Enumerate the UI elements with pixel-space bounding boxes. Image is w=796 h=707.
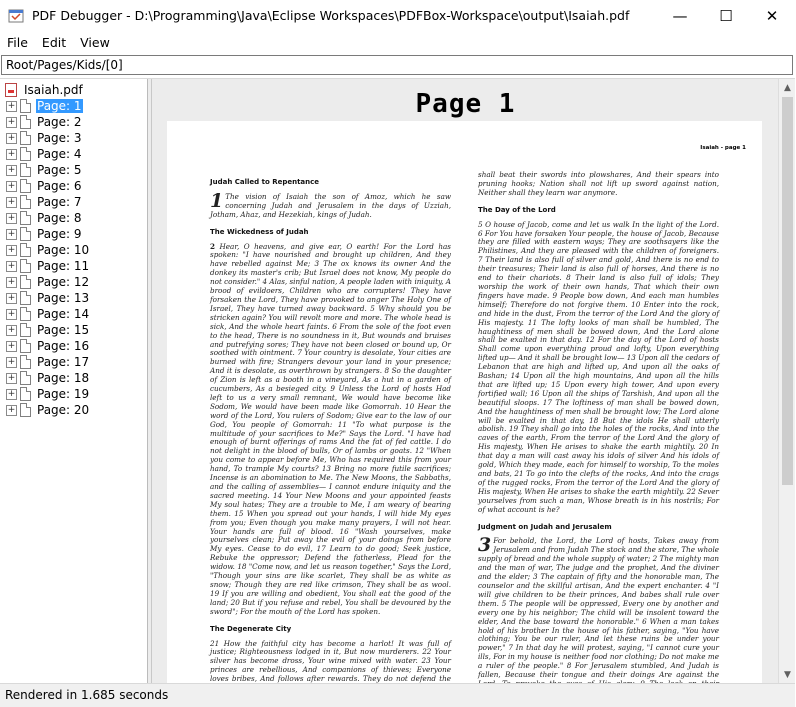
chapter-number: 1 bbox=[210, 189, 224, 212]
tree-page-label: Page: 12 bbox=[37, 275, 90, 289]
page-icon bbox=[20, 371, 31, 385]
expand-icon[interactable]: + bbox=[7, 340, 16, 351]
expand-icon[interactable]: + bbox=[7, 148, 16, 159]
tree-page-label: Page: 7 bbox=[37, 195, 82, 209]
title-bar bbox=[0, 0, 795, 31]
expand-icon[interactable]: + bbox=[7, 164, 16, 175]
maximize-button[interactable]: ☐ bbox=[719, 6, 733, 25]
page-icon bbox=[20, 179, 31, 193]
expand-icon[interactable]: + bbox=[7, 404, 16, 415]
paragraph: 5 O house of Jacob, come and let us walk In the light of the Lord. 6 For You have forsaken Your people, the house of Jacob, Because they are filled with eastern ways; They are soothsayers like the Philistines, And they are pleased with the children of foreigners. 7 Their land is also full of silver and gold, And there is no end to their treasures; Their land is also full of horses, And there is no end to their chariots. 8 Their land is also full of idols; They worship the work of their own hands, That which their own fingers have made. 9 People bow down, And each man humbles himself; Therefore do not forgive them. 10 Enter into the rock, and hide in the dust, From the terror of the Lord And the glory of His majesty. 11 The lofty looks of man shall be humbled, The haughtiness of men shall be bowed down, And the Lord alone shall be exalted in that day. 12 For the day of the Lord of hosts Shall come upon everything proud and lofty, Upon everything lifted up— And it shall be brought low— 13 Upon all the cedars of Lebanon that are high and lifted up, And upon all the oaks of Bashan; 14 Upon all the high mountains, And upon all the hills that are lifted up; 15 Upon every high tower, And upon every fortified wall; 16 Upon all the ships of Tarshish, And upon all the beautiful sloops. 17 The loftiness of man shall be bowed down, And the haughtiness of men shall be brought low; The Lord alone will be exalted in that day, 18 But the idols He shall utterly abolish. 19 They shall go into the holes of the rocks, And into the caves of the earth, From the terror of the Lord And the glory of His majesty, When He arises to shake the earth mightily. 20 In that day a man will cast away his idols of silver And his idols of gold, Which they made, each for himself to worship, To the moles and bats, 21 To go into the clefts of the rocks, And into the crags of the rugged rocks, From the terror of the Lord And the glory of His majesty, When He arises to shake the earth mightily. 22 Sever yourselves from such a man, Whose breath is in his nostrils; For of what account is he? bbox=[478, 219, 719, 514]
tree-page-label: Page: 1 bbox=[37, 99, 82, 113]
tree-page-list bbox=[0, 98, 147, 418]
tree-page-node[interactable] bbox=[0, 114, 147, 130]
tree-page-label: Page: 3 bbox=[37, 131, 82, 145]
tree-page-label: Page: 10 bbox=[37, 243, 90, 257]
expand-icon[interactable]: + bbox=[7, 180, 16, 191]
tree-root-label: Isaiah.pdf bbox=[24, 83, 83, 97]
tree-page-node[interactable] bbox=[0, 258, 147, 274]
page-icon bbox=[20, 355, 31, 369]
tree-page-node[interactable] bbox=[0, 98, 147, 114]
close-button[interactable]: ✕ bbox=[765, 6, 779, 25]
page-icon bbox=[20, 403, 31, 417]
expand-icon[interactable]: + bbox=[7, 388, 16, 399]
pdf-file-icon bbox=[5, 83, 17, 97]
section-heading: The Wickedness of Judah bbox=[210, 227, 309, 236]
java-app-icon bbox=[8, 8, 24, 24]
tree-page-node[interactable] bbox=[0, 274, 147, 290]
tree-page-node[interactable] bbox=[0, 354, 147, 370]
expand-icon[interactable]: + bbox=[7, 324, 16, 335]
window-title: PDF Debugger - D:\Programming\Java\Eclipse Workspaces\PDFBox-Workspace\output\Isaiah.pdf bbox=[32, 8, 630, 23]
page-icon bbox=[20, 323, 31, 337]
page-icon bbox=[20, 99, 31, 113]
tree-page-node[interactable] bbox=[0, 194, 147, 210]
page-icon bbox=[20, 227, 31, 241]
page-icon bbox=[20, 259, 31, 273]
page-icon bbox=[20, 211, 31, 225]
pdf-right-column bbox=[478, 171, 719, 706]
tree-page-label: Page: 6 bbox=[37, 179, 82, 193]
paragraph bbox=[210, 243, 451, 617]
section-heading: Judah Called to Repentance bbox=[210, 178, 320, 186]
tree-page-label: Page: 5 bbox=[37, 163, 82, 177]
tree-page-label: Page: 2 bbox=[37, 115, 82, 129]
expand-icon[interactable]: + bbox=[7, 228, 16, 239]
scroll-thumb[interactable] bbox=[782, 97, 793, 485]
menu-bar bbox=[0, 31, 795, 53]
tree-page-node[interactable] bbox=[0, 386, 147, 402]
tree-page-label: Page: 9 bbox=[37, 227, 82, 241]
page-viewer bbox=[151, 79, 778, 683]
path-field[interactable]: Root/Pages/Kids/[0] bbox=[1, 55, 793, 75]
verse-number: 2 bbox=[210, 241, 216, 251]
expand-icon[interactable]: + bbox=[7, 116, 16, 127]
page-icon bbox=[20, 307, 31, 321]
tree-page-label: Page: 20 bbox=[37, 403, 90, 417]
expand-icon[interactable]: + bbox=[7, 212, 16, 223]
expand-icon[interactable]: + bbox=[7, 260, 16, 271]
tree-page-label: Page: 8 bbox=[37, 211, 82, 225]
menu-edit[interactable]: Edit bbox=[41, 34, 67, 50]
scroll-up-arrow-icon[interactable]: ▲ bbox=[784, 82, 791, 93]
paragraph-text: Hear, O heavens, and give ear, O earth! For the Lord has spoken: "I have nourished and brought up children, And they have rebelled against Me; 3 The ox knows its owner And the donkey its master's crib; But Israel does not know, My people do not consider." 4 Alas, sinful nation, A people laden with iniquity, A brood of evildoers, Children who are corrupters! They have forsaken the Lord, They have provoked to anger The Holy One of Israel, They have turned away backward. 5 Why should you be stricken again? You will revolt more and more. The whole head is sick, And the whole heart faints. 6 From the sole of the foot even to the head, There is no soundness in it, But wounds and bruises and putrefying sores; They have not been closed or bound up, Or soothed with ointment. 7 Your country is desolate, Your cities are burned with fire; Strangers devour your land in your presence; And it is desolate, as overthrown by strangers. 8 So the daughter of Zion is left as a booth in a vineyard, As a hut in a garden of cucumbers, As a besieged city. 9 Unless the Lord of hosts Had left to us a very small remnant, We would have become like Sodom, We would have been made like Gomorrah. 10 Hear the word of the Lord, You rulers of Sodom; Give ear to the law of our God, You people of Gomorrah: 11 "To what purpose is the multitude of your sacrifices to Me?" Says the Lord. "I have had enough of burnt offerings of rams And the fat of fed cattle. I do not delight in the blood of bulls, Or of lambs or goats. 12 "When you come to appear before Me, Who has required this from your hand, To trample My courts? 13 Bring no more futile sacrifices; Incense is an abomination to Me. The New Moons, the Sabbaths, and the calling of assemblies— I cannot endure iniquity and the sacred meeting. 14 Your New Moons and your appointed feasts My soul hates; They are a trouble to Me, I am weary of bearing them. 15 When you spread out your hands, I will hide My eyes from you; Even though you make many prayers, I will not hear. Your hands are full of blood. 16 "Wash yourselves, make yourselves clean; Put away the evil of your doings from before My eyes. Cease to do evil, 17 Learn to do good; Seek justice, Rebuke the oppressor; Defend the fatherless, Plead for the widow. 18 "Come now, and let us reason together," Says the Lord, "Though your sins are like scarlet, They shall be as white as snow; Though they are red like crimson, They shall be as wool. 19 If you are willing and obedient, You shall eat the good of the land; 20 But if you refuse and rebel, You shall be devoured by the sword"; For the mouth of the Lord has spoken. bbox=[210, 241, 451, 616]
status-bar: Rendered in 1.685 seconds bbox=[0, 683, 795, 707]
page-icon bbox=[20, 131, 31, 145]
tree-page-node[interactable] bbox=[0, 306, 147, 322]
tree-page-node[interactable] bbox=[0, 290, 147, 306]
expand-icon[interactable]: + bbox=[7, 100, 16, 111]
section-heading: The Day of the Lord bbox=[478, 205, 556, 214]
expand-icon[interactable]: + bbox=[7, 132, 16, 143]
tree-page-label: Page: 15 bbox=[37, 323, 90, 337]
tree-page-label: Page: 18 bbox=[37, 371, 90, 385]
page-icon bbox=[20, 243, 31, 257]
pdf-left-column bbox=[210, 171, 451, 701]
paragraph: 21 How the faithful city has become a harlot! It was full of justice; Righteousness lodged in it, But now murderers. 22 Your silver has become dross, Your wine mixed with water. 23 Your princes are rebellious, And companions of thieves; Everyone loves bribes, And follows after rewards. They do not defend the bbox=[210, 638, 451, 684]
tree-page-label: Page: 17 bbox=[37, 355, 90, 369]
tree-page-node[interactable] bbox=[0, 210, 147, 226]
tree-page-node[interactable] bbox=[0, 178, 147, 194]
page-icon bbox=[20, 387, 31, 401]
tree-page-node[interactable] bbox=[0, 242, 147, 258]
page-icon bbox=[20, 275, 31, 289]
section-heading: Judgment on Judah and Jerusalem bbox=[478, 522, 612, 531]
menu-view[interactable]: View bbox=[80, 34, 110, 50]
tree-page-label: Page: 19 bbox=[37, 387, 90, 401]
scroll-down-arrow-icon[interactable]: ▼ bbox=[784, 669, 791, 680]
expand-icon[interactable]: + bbox=[7, 308, 16, 319]
page-icon bbox=[20, 291, 31, 305]
paragraph bbox=[478, 534, 719, 697]
tree-page-node[interactable] bbox=[0, 402, 147, 418]
tree-page-node[interactable] bbox=[0, 322, 147, 338]
section-heading: The Degenerate City bbox=[210, 624, 292, 633]
page-icon bbox=[20, 195, 31, 209]
tree-page-node[interactable] bbox=[0, 162, 147, 178]
paragraph-text: For behold, the Lord, the Lord of hosts, Takes away from Jerusalem and from Judah The stock and the store, The whole supply of bread and the whole supply of water; 2 The mighty man and the man of war, The judge and the prophet, And the diviner and the elder; 3 The captain of fifty and the honorable man, The counselor and the skillful artisan, And the expert enchanter. 4 "I will give children to be their princes, And babes shall rule over them. 5 The people will be oppressed, Every one by another and every one by his neighbor; The child will be insolent toward the elder, And the base toward the honorable." 6 When a man takes hold of his brother In the house of his father, saying, "You have clothing; You be our ruler, And let these ruins be under your power," 7 In that day he will protest, saying, "I cannot cure your ills, For in my house is neither food nor clothing; Do not make me a ruler of the people." 8 For Jerusalem stumbled, And Judah is fallen, Because their tongue and their doings Are against the bbox=[478, 536, 719, 680]
page-heading: Page 1 bbox=[415, 89, 516, 119]
expand-icon[interactable]: + bbox=[7, 276, 16, 287]
pdf-page-header: Isaiah - page 1 bbox=[700, 145, 746, 151]
tree-page-node[interactable] bbox=[0, 226, 147, 242]
paragraph bbox=[210, 189, 451, 220]
vertical-scrollbar[interactable] bbox=[778, 79, 795, 683]
page-icon bbox=[20, 339, 31, 353]
tree-page-label: Page: 4 bbox=[37, 147, 82, 161]
tree-page-label: Page: 16 bbox=[37, 339, 90, 353]
tree-root-node[interactable] bbox=[0, 82, 147, 98]
expand-icon[interactable]: + bbox=[7, 244, 16, 255]
document-tree[interactable] bbox=[0, 79, 148, 683]
pdf-page-render bbox=[167, 121, 762, 701]
menu-file[interactable]: File bbox=[7, 34, 28, 50]
chapter-number: 3 bbox=[478, 534, 492, 557]
page-icon bbox=[20, 147, 31, 161]
tree-page-node[interactable] bbox=[0, 370, 147, 386]
tree-page-label: Page: 14 bbox=[37, 307, 90, 321]
minimize-button[interactable]: — bbox=[672, 6, 688, 25]
expand-icon[interactable]: + bbox=[7, 196, 16, 207]
main-split-pane bbox=[0, 78, 795, 682]
tree-page-node[interactable] bbox=[0, 130, 147, 146]
paragraph: shall beat their swords into plowshares, And their spears into pruning hooks; Nation shall not lift up sword against nation, Neither shall they learn war anymore. bbox=[478, 170, 719, 197]
tree-page-label: Page: 13 bbox=[37, 291, 90, 305]
page-icon bbox=[20, 115, 31, 129]
paragraph-text: The vision of Isaiah the son of Amoz, which he saw concerning Judah and Jerusalem in the days of Uzziah, Jotham, Ahaz, and Hezekiah, kings of Judah. bbox=[210, 191, 451, 219]
expand-icon[interactable]: + bbox=[7, 292, 16, 303]
page-icon bbox=[20, 163, 31, 177]
expand-icon[interactable]: + bbox=[7, 356, 16, 367]
expand-icon[interactable]: + bbox=[7, 372, 16, 383]
tree-page-node[interactable] bbox=[0, 338, 147, 354]
tree-page-label: Page: 11 bbox=[37, 259, 90, 273]
tree-page-node[interactable] bbox=[0, 146, 147, 162]
